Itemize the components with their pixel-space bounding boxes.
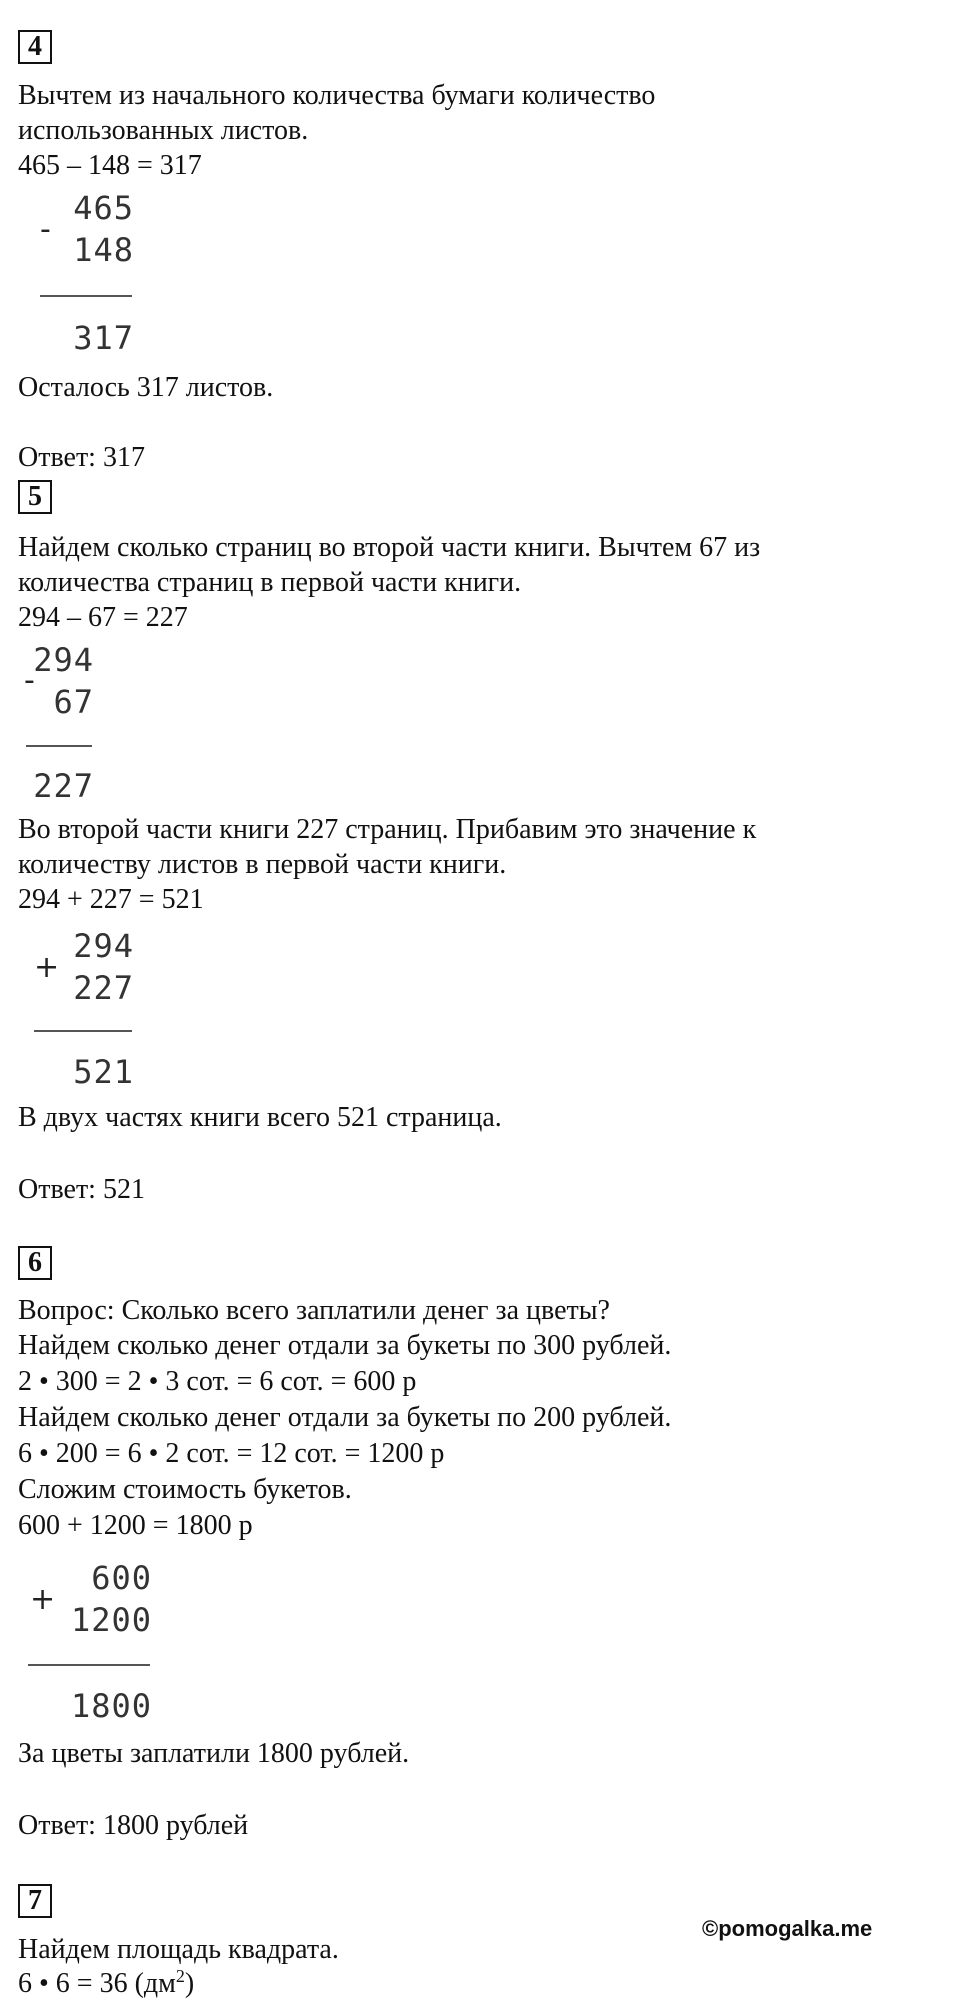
task6-addend-2: 1200 xyxy=(70,1601,152,1639)
task5-equation-2: 294 + 227 = 521 xyxy=(18,884,204,915)
task5-subtrahend: 67 xyxy=(53,683,94,721)
task5-conclusion: В двух частях книги всего 521 страница. xyxy=(18,1102,502,1133)
task7-formula xyxy=(18,1966,194,2002)
task4-minuend: 465 xyxy=(73,189,134,227)
task-number-4: 4 xyxy=(18,30,52,64)
task-number-6: 6 xyxy=(18,1246,52,1280)
task6-plus-sign: + xyxy=(30,1582,56,1617)
task6-line-3: 2 • 300 = 2 • 3 сот. = 6 сот. = 600 р xyxy=(18,1366,417,1397)
task6-line-4: Найдем сколько денег отдали за букеты по 200 рублей. xyxy=(18,1402,672,1433)
task4-subtrahend: 148 xyxy=(73,231,134,269)
task5-addend-2: 227 xyxy=(73,969,134,1007)
task6-line-5: 6 • 200 = 6 • 2 сот. = 12 сот. = 1200 р xyxy=(18,1438,445,1469)
task5-answer: Ответ: 521 xyxy=(18,1174,145,1205)
task5-addend-1: 294 xyxy=(73,927,134,965)
task7-line-1: Найдем площадь квадрата. xyxy=(18,1934,339,1965)
task4-line-2: использованных листов. xyxy=(18,115,309,146)
task6-line-2: Найдем сколько денег отдали за букеты по 300 рублей. xyxy=(18,1330,672,1361)
task5-minus-sign: - xyxy=(24,663,35,698)
task5-plus-sign: + xyxy=(34,950,60,985)
task5-sum: 521 xyxy=(73,1053,134,1091)
task5-line-2: количества страниц в первой части книги. xyxy=(18,567,522,598)
task-number-7: 7 xyxy=(18,1884,52,1918)
task6-answer: Ответ: 1800 рублей xyxy=(18,1810,249,1841)
task6-sum: 1800 xyxy=(70,1687,152,1725)
task6-addend-1: 600 xyxy=(91,1559,152,1597)
task5-minuend: 294 xyxy=(33,641,94,679)
task6-line-6: Сложим стоимость букетов. xyxy=(18,1474,352,1505)
task5-rule-2 xyxy=(34,1030,132,1032)
task7-formula-text: 6 • 6 = 36 (дм xyxy=(18,1968,176,1999)
task4-answer: Ответ: 317 xyxy=(18,442,145,473)
task4-equation: 465 – 148 = 317 xyxy=(18,150,202,181)
task-number-5: 5 xyxy=(18,480,52,514)
task4-minus-sign: - xyxy=(40,212,51,247)
task5-equation: 294 – 67 = 227 xyxy=(18,602,188,633)
task7-formula-end: ) xyxy=(184,1968,195,1999)
task7-formula-exponent: 2 xyxy=(175,1966,185,1986)
task5-line-1: Найдем сколько страниц во второй части книги. Вычтем 67 из xyxy=(18,532,761,563)
task4-result: 317 xyxy=(73,319,134,357)
task6-rule xyxy=(28,1664,150,1666)
task5-rule xyxy=(26,745,92,747)
task6-conclusion: За цветы заплатили 1800 рублей. xyxy=(18,1738,410,1769)
task4-line-1: Вычтем из начального количества бумаги количество xyxy=(18,80,656,111)
task4-conclusion: Осталось 317 листов. xyxy=(18,372,274,403)
task6-equation: 600 + 1200 = 1800 р xyxy=(18,1510,253,1541)
task5-result: 227 xyxy=(33,767,94,805)
task6-line-1: Вопрос: Сколько всего заплатили денег за цветы? xyxy=(18,1295,610,1326)
task5-middle-line-2: количеству листов в первой части книги. xyxy=(18,849,507,880)
task5-middle-line-1: Во второй части книги 227 страниц. Прибавим это значение к xyxy=(18,814,757,845)
task4-rule xyxy=(40,295,132,297)
watermark: ©pomogalka.me xyxy=(702,1916,873,1941)
